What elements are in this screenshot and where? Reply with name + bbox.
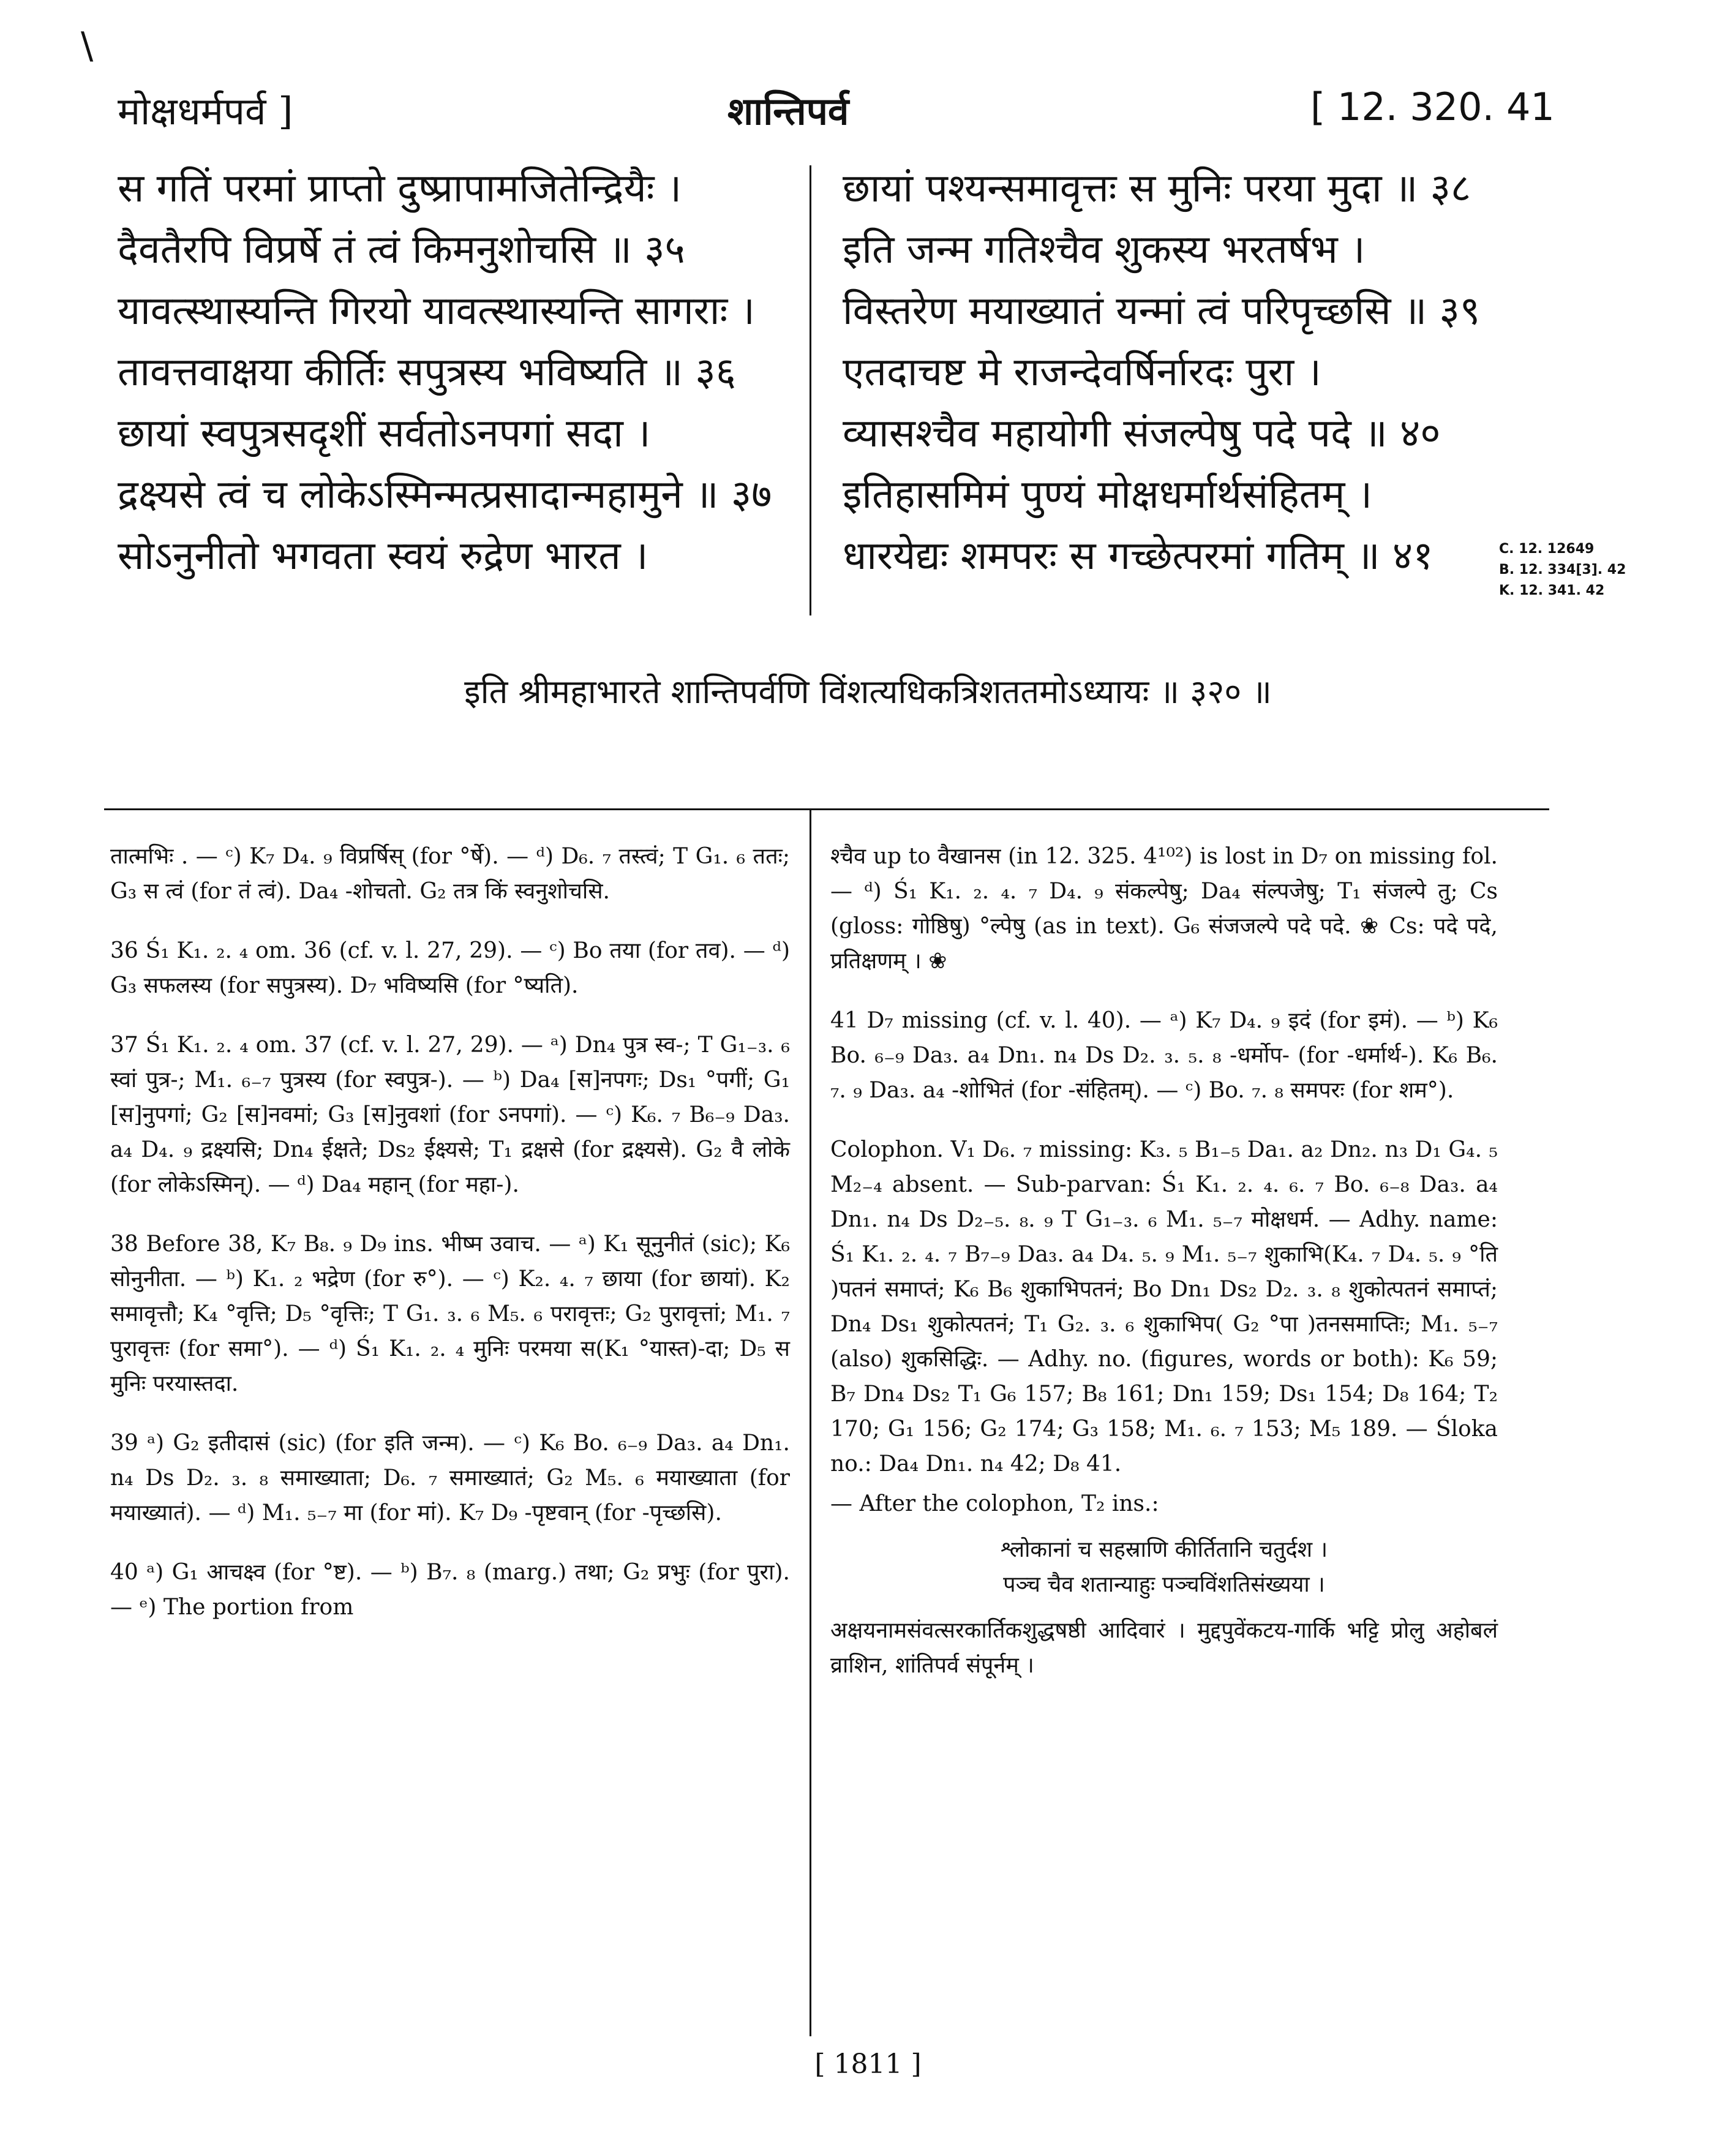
- verse-line: व्यासश्चैव महायोगी संजल्पेषु पदे पदे ॥ ४०: [843, 411, 1441, 456]
- verse-line: छायां पश्यन्समावृत्तः स मुनिः परया मुदा ॥ ३८: [843, 166, 1471, 211]
- apparatus-entry: 39 ᵃ) G₂ इतीदासं (sic) (for इति जन्म). — ᶜ) K₆ Bo. ₆₋₉ Da₃. a₄ Dn₁. n₄ Ds D₂. ₃. ₈ समाख्याता; D₆. ₇ समाख्यातं; G₂ M₅. ₆ मयाख्याता (for मयाख्यातं). — ᵈ) M₁. ₅₋₇ मा (for मां). K₇ D₉ -पृष्टवान् (for -पृच्छसि).: [110, 1431, 790, 1526]
- verse-line: तावत्तवाक्षया कीर्तिः सपुत्रस्य भविष्यति ॥ ३६: [118, 350, 736, 395]
- apparatus-entry: — After the colophon, T₂ ins.:: [830, 1491, 1159, 1516]
- header-right: [ 12. 320. 41: [1310, 85, 1555, 129]
- apparatus-column-divider: [810, 808, 811, 2036]
- header-center: शान्तिपर्व: [727, 89, 849, 134]
- verse-line: इतिहासमिमं पुण्यं मोक्षधर्मार्थसंहितम् ।: [843, 472, 1372, 517]
- scribal-note: अक्षयनामसंवत्सरकार्तिकशुद्धषष्ठी आदिवारं । मुद्दपुवेंकटय-गार्कि भट्टि प्रोलु अहोबलं व्राशिन, शांतिपर्व संपूर्नम् ।: [830, 1618, 1498, 1678]
- stray-mark: \: [81, 24, 94, 67]
- apparatus-entry: Colophon. V₁ D₆. ₇ missing: K₃. ₅ B₁₋₅ Da₁. a₂ Dn₂. n₃ D₁ G₄. ₅ M₂₋₄ absent. — Sub-parvan: Ś₁ K₁. ₂. ₄. ₆. ₇ Bo. ₆₋₈ Da₃. a₄ Dn₁. n₄ Ds D₂₋₅. ₈. ₉ T G₁₋₃. ₆ M₁. ₅₋₇ मोक्षधर्म. — Adhy. name: Ś₁ K₁. ₂. ₄. ₇ B₇₋₉ Da₃. a₄ D₄. ₅. ₉ M₁. ₅₋₇ शुकाभि(K₄. ₇ D₄. ₅. ₉ °ति )पतनं समाप्तं; K₆ B₆ शुकाभिपतनं; Bo Dn₁ Ds₂ D₂. ₃. ₈ शुकोत्पतनं समाप्तं; Dn₄ Ds₁ शुकोत्पतनं; T₁ G₂. ₃. ₆ शुकाभिप( G₂ °पा )तनसमाप्तिः; M₁. ₅₋₇ (also) शुकसिद्धिः. — Adhy. no. (figures, words or both): K₆ 59; B₇ Dn₄ Ds₂ T₁ G₆ 157; B₈ 161; Dn₁ 159; Ds₁ 154; D₈ 164; T₂ 170; G₁ 156; G₂ 174; G₃ 158; M₁. ₆. ₇ 153; M₅ 189. — Śloka no.: Da₄ Dn₁. n₄ 42; D₈ 41.: [830, 1137, 1498, 1477]
- verse-line: विस्तरेण मयाख्यातं यन्मां त्वं परिपृच्छसि ॥ ३९: [843, 288, 1481, 334]
- chapter-colophon: इति श्रीमहाभारते शान्तिपर्वणि विंशत्यधिकत्रिशततमोऽध्यायः ॥ ३२० ॥: [464, 672, 1272, 711]
- verse-line: धारयेद्यः शमपरः स गच्छेत्परमां गतिम् ॥ ४१: [843, 533, 1434, 579]
- verse-line: यावत्स्थास्यन्ति गिरयो यावत्स्थास्यन्ति सागराः ।: [118, 288, 755, 334]
- apparatus-right: [830, 839, 1498, 1707]
- concordance-line: C. 12. 12649: [1499, 541, 1595, 557]
- verse-line: दैवतैरपि विप्रर्षे तं त्वं किमनुशोचसि ॥ ३५: [118, 227, 685, 273]
- concordance-note: [1499, 539, 1626, 601]
- verse-column-divider: [810, 165, 811, 615]
- verse-line: इति जन्म गतिश्चैव शुकस्य भरतर्षभ ।: [843, 227, 1366, 273]
- apparatus-entry: 37 Ś₁ K₁. ₂. ₄ om. 37 (cf. v. l. 27, 29). — ᵃ) Dn₄ पुत्र स्व-; T G₁₋₃. ₆ स्वां पुत्र-; M₁. ₆₋₇ पुत्रस्य (for स्वपुत्र-). — ᵇ) Da₄ [स]नपगः; Ds₁ °पगीं; G₁ [स]नुपगां; G₂ [स]नवमां; G₃ [स]नुवशां (for ऽनपगां). — ᶜ) K₆. ₇ B₆₋₉ Da₃. a₄ D₄. ₉ द्रक्ष्यसि; Dn₄ ईक्षते; Ds₂ ईक्ष्यसे; T₁ द्रक्षसे (for द्रक्ष्यसे). G₂ वै लोके (for लोकेऽस्मिन्). — ᵈ) Da₄ महान् (for महा-).: [110, 1033, 790, 1197]
- apparatus-entry: 36 Ś₁ K₁. ₂. ₄ om. 36 (cf. v. l. 27, 29). — ᶜ) Bo तया (for तव). — ᵈ) G₃ सफलस्य (for सपुत्रस्य). D₇ भविष्यसि (for °ष्यति).: [110, 938, 790, 998]
- verse-line: सोऽनुनीतो भगवता स्वयं रुद्रेण भारत ।: [118, 533, 648, 579]
- apparatus-entry: 38 Before 38, K₇ B₈. ₉ D₉ ins. भीष्म उवाच. — ᵃ) K₁ सूनुनीतं (sic); K₆ सोनुनीता. — ᵇ) K₁. ₂ भद्रेण (for रु°). — ᶜ) K₂. ₄. ₇ छाया (for छायां). K₂ समावृत्तौ; K₄ °वृत्ति; D₅ °वृत्तिः; T G₁. ₃. ₆ M₅. ₆ परावृत्तः; G₂ पुरावृत्तां; M₁. ₇ पुरावृत्तः (for समा°). — ᵈ) Ś₁ K₁. ₂. ₄ मुनिः परमया स(K₁ °यास्त)-दा; D₅ स मुनिः परयास्तदा.: [110, 1232, 790, 1396]
- verse-line: छायां स्वपुत्रसदृशीं सर्वतोऽनपगां सदा ।: [118, 411, 651, 456]
- concordance-line: B. 12. 334[3]. 42: [1499, 562, 1626, 578]
- verse-line: स गतिं परमां प्राप्तो दुष्प्रापामजितेन्द्रियैः ।: [118, 166, 682, 211]
- apparatus-rule: [104, 808, 1549, 810]
- verse-line: एतदाचष्ट मे राजन्देवर्षिर्नारदः पुरा ।: [843, 350, 1321, 395]
- apparatus-entry: तात्मभिः . — ᶜ) K₇ D₄. ₉ विप्रर्षिस् (for °र्षे). — ᵈ) D₆. ₇ तस्त्वं; T G₁. ₆ ततः; G₃ स त्वं (for तं त्वं). Da₄ -शोचतो. G₂ तत्र किं स्वनुशोचसि.: [110, 844, 790, 904]
- apparatus-entry: श्चैव up to वैखानस (in 12. 325. 4¹⁰²) is lost in D₇ on missing fol. — ᵈ) Ś₁ K₁. ₂. ₄. ₇ D₄. ₉ संकल्पेषु; Da₄ संल्पजेषु; T₁ संजल्पे तु; Cs (gloss: गोष्ठिषु) °ल्पेषु (as in text). G₆ संजजल्पे पदे पदे. ❀ Cs: पदे पदे, प्रतिक्षणम् । ❀: [830, 844, 1498, 974]
- verse-line: द्रक्ष्यसे त्वं च लोकेऽस्मिन्मत्प्रसादान्महामुने ॥ ३७: [118, 472, 772, 517]
- page-number: [ 1811 ]: [814, 2049, 922, 2080]
- header-left: मोक्षधर्मपर्व ]: [118, 89, 293, 134]
- concordance-line: K. 12. 341. 42: [1499, 583, 1605, 598]
- apparatus-entry: 40 ᵃ) G₁ आचक्ष्व (for °ष्ट). — ᵇ) B₇. ₈ (marg.) तथा; G₂ प्रभुः (for पुरा). — ᵉ) The portion from: [110, 1560, 790, 1620]
- apparatus-left: [110, 839, 790, 1649]
- verses-right: [843, 158, 1492, 587]
- apparatus-entry: 41 D₇ missing (cf. v. l. 40). — ᵃ) K₇ D₄. ₉ इदं (for इमं). — ᵇ) K₆ Bo. ₆₋₉ Da₃. a₄ Dn₁. n₄ Ds D₂. ₃. ₅. ₈ -धर्मोप- (for -धर्मार्थ-). K₆ B₆. ₇. ₉ Da₃. a₄ -शोभितं (for -संहितम्). — ᶜ) Bo. ₇. ₈ समपरः (for शम°).: [830, 1008, 1498, 1103]
- inserted-verse: पञ्च चैव शतान्याहुः पञ्चविंशतिसंख्यया ।: [1003, 1572, 1325, 1597]
- verses-left: [118, 158, 797, 587]
- inserted-verse: श्लोकानां च सहस्राणि कीर्तितानि चतुर्दश ।: [1000, 1537, 1328, 1562]
